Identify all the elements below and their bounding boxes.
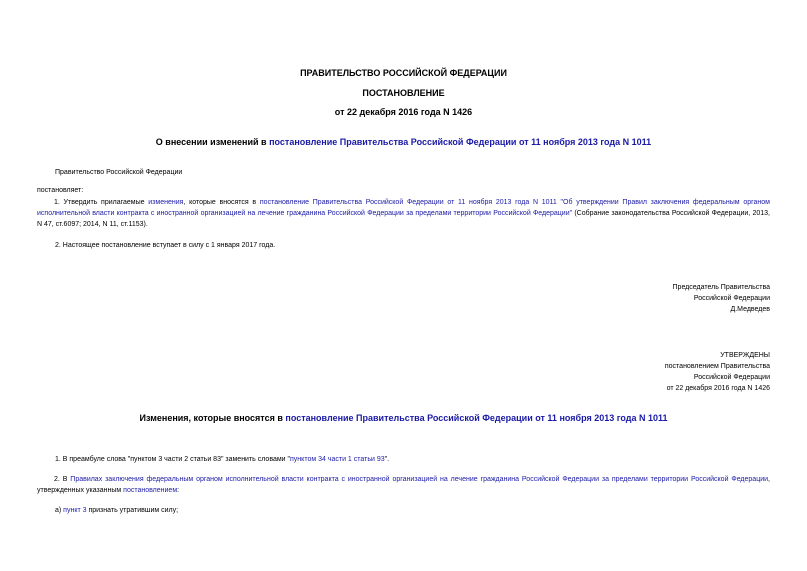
item1-link[interactable]: пунктом 34 части 1 статьи 93 bbox=[290, 456, 385, 463]
approved-line-1: УТВЕРЖДЕНЫ bbox=[720, 352, 770, 359]
p1-text-c: (Собрание законодательства Российской Федерации, 2013, N 47, ст.6097; 2014, N 11, ст.1153). bbox=[37, 210, 770, 228]
signature-block bbox=[673, 282, 770, 315]
item3-link[interactable]: пункт 3 bbox=[63, 507, 87, 514]
changes-title bbox=[0, 413, 807, 423]
approved-line-4: от 22 декабря 2016 года N 1426 bbox=[666, 385, 770, 392]
item3-text-a: а) bbox=[55, 507, 64, 514]
item1-text-a: 1. В преамбуле слова "пунктом 3 части 2 статьи 83" заменить словами " bbox=[55, 456, 291, 463]
approved-line-2: постановлением Правительства bbox=[664, 363, 770, 370]
change-item-2 bbox=[37, 474, 770, 496]
document-type: ПОСТАНОВЛЕНИЕ bbox=[362, 88, 445, 98]
approved-line-3: Российской Федерации bbox=[693, 374, 770, 381]
item1-text-b: ". bbox=[384, 456, 390, 463]
item2-text-c: : bbox=[177, 487, 180, 494]
changes-title-prefix: Изменения, которые вносятся в bbox=[139, 413, 286, 423]
government-header: ПРАВИТЕЛЬСТВО РОССИЙСКОЙ ФЕДЕРАЦИИ bbox=[300, 68, 507, 78]
issuer: Правительство Российской Федерации bbox=[55, 169, 183, 176]
p1-link-changes[interactable]: изменения bbox=[148, 199, 184, 206]
signature-line-1: Председатель Правительства bbox=[672, 284, 770, 291]
item2-link-rules[interactable]: Правилах заключения федеральным органом исполнительной власти контракта с иностранной организацией на лечение гражданина Российской Федерации за пределами территории Российской Федерации bbox=[70, 476, 769, 483]
item2-text-a: 2. В bbox=[54, 476, 71, 483]
signature-line-2: Российской Федерации bbox=[693, 295, 770, 302]
document-title bbox=[0, 137, 807, 147]
p1-text-b: , которые вносятся в bbox=[183, 199, 260, 206]
resolves: постановляет: bbox=[37, 187, 84, 194]
change-item-1 bbox=[55, 454, 389, 465]
p1-text-a: 1. Утвердить прилагаемые bbox=[54, 199, 149, 206]
changes-title-link[interactable]: постановление Правительства Российской Федерации от 11 ноября 2013 года N 1011 bbox=[285, 413, 668, 423]
paragraph-1 bbox=[37, 197, 770, 230]
item3-text-b: признать утратившим силу; bbox=[86, 507, 179, 514]
item2-text-b: , утвержденных указанным bbox=[37, 476, 770, 494]
paragraph-2: 2. Настоящее постановление вступает в силу с 1 января 2017 года. bbox=[55, 242, 276, 249]
document-date-number: от 22 декабря 2016 года N 1426 bbox=[334, 107, 473, 117]
signature-line-3: Д.Медведев bbox=[730, 306, 770, 313]
p1-link-resolution[interactable]: постановление Правительства Российской Федерации от 11 ноября 2013 года N 1011 "Об утверждении Правил заключения федеральным органом исполнительной власти контракта с иностранной организацией на лечение гражданина Российской Федерации за пределами территории Российской Федерации" bbox=[37, 199, 770, 217]
change-item-3 bbox=[55, 505, 178, 516]
item2-link-resolution[interactable]: постановлением bbox=[123, 487, 178, 494]
title-link[interactable]: постановление Правительства Российской Федерации от 11 ноября 2013 года N 1011 bbox=[269, 137, 652, 147]
approved-block bbox=[665, 350, 770, 394]
title-prefix: О внесении изменений в bbox=[155, 137, 270, 147]
